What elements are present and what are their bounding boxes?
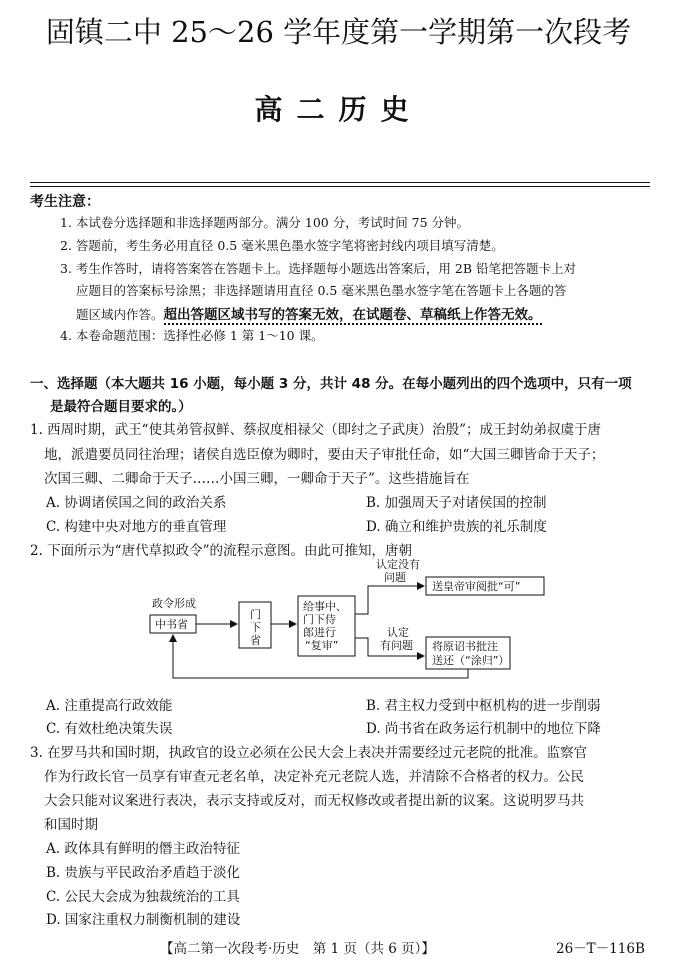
option-a: A. 注重提高行政效能 [46,698,173,714]
notice-item: 应题目的答案标号涂黑；非选择题请用直径 0.5 毫米黑色墨水签字笔在答题卡上各题的答 [76,283,567,298]
arrow-no-problem [355,586,424,614]
box-return-line: 将原诏书批注 [432,640,498,653]
box-return-line: 送还（“涂归”） [432,654,510,667]
box-review-line: “复审” [305,639,339,652]
cond-yes-line: 有问题 [380,639,413,652]
option-c: C. 有效杜绝决策失误 [46,721,173,737]
notice-item [76,303,542,323]
question-line: 1. 西周时期，武王“使其弟管叔鲜、蔡叔度相禄父（即纣之子武庚）治殷”；成王封幼弟叔虞于唐 [30,422,601,438]
notice-item-text: 题区域内作答。 [76,307,164,322]
option-a: A. 政体具有鲜明的僭主政治特征 [46,841,240,857]
divider-line [30,182,650,183]
notice-item: 4. 本卷命题范围：选择性必修 1 第 1～10 课。 [60,328,324,343]
question-line: 大会只能对议案进行表决，表示支持或反对，而无权修改或者提出新的议案。这说明罗马共 [44,793,584,809]
box-review-line: 给事中、 [303,600,347,613]
option-c: C. 构建中央对地方的垂直管理 [46,519,227,535]
question-line: 地，派遣要员同往治理；诸侯自选臣僚为卿时，要由天子审批任命，如“大国三卿皆命于天子； [44,447,605,463]
section-heading: 是最符合题目要求的。） [50,399,192,415]
box-zhongshu-label: 中书省 [155,618,188,631]
notice-item: 3. 考生作答时，请将答案答在答题卡上。选择题每小题选出答案后，用 2B 铅笔把答题卡上对 [60,261,576,276]
option-c: C. 公民大会成为独裁统治的工具 [46,889,240,905]
option-b: B. 君主权力受到中枢机构的进一步削弱 [366,698,601,714]
option-a: A. 协调诸侯国之间的政治关系 [46,495,227,511]
cond-yes-line: 认定 [387,626,409,639]
question-line: 作为行政长官一员享有审查元老名单，决定补充元老院人选，并清除不合格者的权力。公民 [44,769,584,785]
question-line: 3. 在罗马共和国时期，执政官的设立必须在公民大会上表决并需要经过元老院的批准。监察官 [30,745,588,761]
exam-subtitle: 高二历史 [254,93,423,126]
exam-title: 固镇二中 25～26 学年度第一学期第一次段考 [45,15,632,49]
diagram-label-formation: 政令形成 [152,597,196,610]
box-review-line: 郎进行 [303,626,336,639]
option-d: D. 确立和维护贵族的礼乐制度 [366,519,547,535]
question-line: 2. 下面所示为“唐代草拟政令”的流程示意图。由此可推知，唐朝 [30,543,412,559]
box-menxia-label-3: 省 [250,634,261,647]
question-line: 和国时期 [44,817,98,833]
notice-emphasis: 超出答题区域书写的答案无效，在试题卷、草稿纸上作答无效。 [163,307,542,323]
notice-item: 2. 答题前，考生务必用直径 0.5 毫米黑色墨水签字笔将密封线内项目填写清楚。 [60,238,504,253]
notice-heading: 考生注意： [30,194,100,210]
paper-code: 26－T－116B [556,941,645,957]
divider-line [30,186,650,187]
notice-item: 1. 本试卷分选择题和非选择题两部分。满分 100 分，考试时间 75 分钟。 [60,215,470,230]
option-d: D. 国家注重权力制衡机制的建设 [46,912,241,928]
box-menxia-label-1: 门 [250,608,261,621]
question-line: 次国三卿、二卿命于天子……小国三卿，一卿命于天子”。这些措施旨在 [44,471,470,487]
box-menxia-label-2: 下 [250,621,261,634]
option-b: B. 加强周天子对诸侯国的控制 [366,495,547,511]
option-b: B. 贵族与平民政治矛盾趋于淡化 [46,865,241,881]
box-review-line: 门下侍 [303,613,336,626]
cond-no-line: 问题 [384,571,406,584]
section-heading: 一、选择题（本大题共 16 小题，每小题 3 分，共计 48 分。在每小题列出的四个选项中，只有一项 [30,376,632,392]
cond-no-line: 认定没有 [376,558,420,571]
flow-diagram [0,556,677,686]
option-d: D. 尚书省在政务运行机制中的地位下降 [366,721,601,737]
box-approve-label: 送皇帝审阅批“可” [432,580,521,593]
page-footer: 【高二第一次段考·历史 第 1 页（共 6 页）】 [160,941,435,957]
